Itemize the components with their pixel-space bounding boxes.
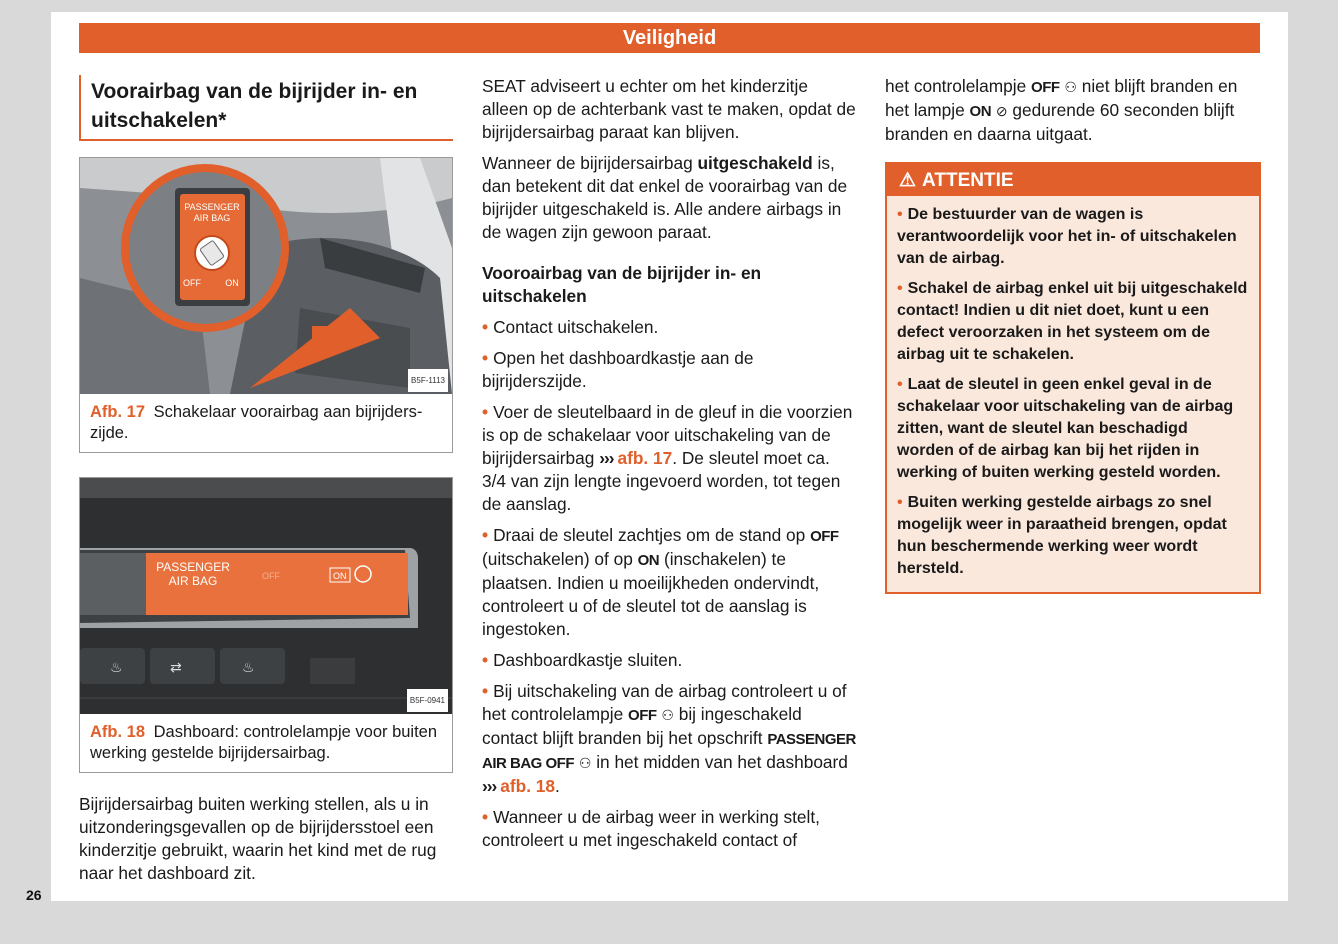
switch-off-label: OFF xyxy=(183,278,201,288)
step-4-text-b: (uitschakelen) of op xyxy=(482,549,633,569)
warning-triangle-icon: ⚠ xyxy=(899,170,917,191)
figure-18-label: Afb. 18 xyxy=(90,723,146,741)
step-5-text: Dashboardkastje sluiten. xyxy=(493,650,683,670)
disabled-paragraph-bold: uitgeschakeld xyxy=(697,153,813,173)
step-3 xyxy=(482,401,857,516)
warning-header xyxy=(887,164,1259,196)
panel-on-label: ON xyxy=(333,571,347,581)
off-symbol: OFF xyxy=(810,528,839,545)
bullet-icon: • xyxy=(482,681,489,701)
figure-17-label: Afb. 17 xyxy=(90,403,146,421)
step-2-text: Open het dashboardkastje aan de bijrijderszijde. xyxy=(482,348,754,391)
step-1-text: Contact uitschakelen. xyxy=(493,317,659,337)
advice-paragraph: SEAT adviseert u echter om het kinderzitje alleen op de achterbank vast te maken, opdat de bijrijdersairbag paraat kan blijven. xyxy=(482,76,856,142)
column-3 xyxy=(885,75,1261,594)
bullet-icon: • xyxy=(897,376,903,393)
bullet-icon: • xyxy=(897,280,903,297)
continuation-a: het controlelampje xyxy=(885,76,1027,96)
figure-17-code: B5F-1113 xyxy=(408,369,448,392)
warning-box xyxy=(885,162,1261,594)
continuation-c: gedurende 60 seconden blijft branden en daarna uitgaat. xyxy=(885,100,1235,144)
figure-17-link[interactable]: afb. 17 xyxy=(617,448,673,468)
switch-label-line2: AIR BAG xyxy=(193,213,231,223)
ref-arrows-icon: ››› xyxy=(482,776,497,796)
figure-18-link[interactable]: afb. 18 xyxy=(500,776,556,796)
warning-item-text: De bestuurder van de wagen is verantwoordelijk voor het in- of uitschakelen van de airbag. xyxy=(897,206,1237,267)
step-4-text-c: (inschakelen) te plaatsen. Indien u moeilijkheden ondervindt, controleert u of de sleutel tot de aanslag is ingestoken. xyxy=(482,549,820,639)
on-symbol: ON xyxy=(637,552,660,569)
step-4 xyxy=(482,524,857,641)
ref-arrows-icon: ››› xyxy=(599,448,614,468)
step-6-text: Bij uitschakeling van de airbag controleert u of het controlelampje xyxy=(482,681,847,724)
chapter-header: Veiligheid xyxy=(79,23,1260,53)
step-6 xyxy=(482,680,857,798)
figure-17-caption xyxy=(80,394,452,452)
step-3-text: Voer de sleutelbaard in de gleuf in die voorzien is op de schakelaar voor uitschakeling van de bijrijdersairbag xyxy=(482,402,853,468)
warning-item-text: Laat de sleutel in geen enkel geval in de schakelaar voor uitschakeling van de airbag zitten, want de sleutel kan beschadigd worden of de airbag kan bij het rijden in werking of buiten werking gesteld worden. xyxy=(897,376,1234,481)
off-symbol: OFF xyxy=(1031,79,1060,96)
figure-17 xyxy=(79,157,453,453)
figure-18 xyxy=(79,477,453,773)
warning-item xyxy=(897,374,1249,484)
step-7 xyxy=(482,806,857,852)
step-2 xyxy=(482,347,857,393)
panel-label-line1: PASSENGER xyxy=(156,560,230,574)
seat-heating-icon: ♨ xyxy=(242,660,255,676)
warning-item-text: Schakel de airbag enkel uit bij uitgeschakeld contact! Indien u dit niet doet, kunt u een defect veroorzaken in het systeem om de airbag uit te schakelen. xyxy=(897,280,1248,363)
figure-17-image xyxy=(80,158,452,394)
airbag-off-icon: ⚇ xyxy=(578,755,592,771)
bullet-icon: • xyxy=(897,494,903,511)
warning-body xyxy=(887,196,1259,592)
column-2 xyxy=(482,75,857,860)
column-1 xyxy=(79,75,453,893)
panel-off-label: OFF xyxy=(262,571,280,581)
page-number: 26 xyxy=(26,887,42,903)
bullet-icon: • xyxy=(482,807,489,827)
warning-title: ATTENTIE xyxy=(922,170,1014,191)
step-6-text-c: in het midden van het dashboard xyxy=(596,752,848,772)
bullet-icon: • xyxy=(482,650,489,670)
step-6-text-b: bij ingeschakeld contact blijft branden bij het opschrift xyxy=(482,704,802,748)
off-symbol: OFF xyxy=(628,707,657,724)
figure-18-code: B5F-0941 xyxy=(407,689,448,712)
step-1 xyxy=(482,316,857,339)
passenger-airbag-off-label: PASSENGER AIR BAG OFF xyxy=(482,731,856,772)
step-7-text: Wanneer u de airbag weer in werking stelt, controleert u met ingeschakeld contact of xyxy=(482,807,820,850)
on-symbol: ON xyxy=(969,103,992,120)
bullet-icon: • xyxy=(897,206,903,223)
section-title: Voorairbag van de bijrijder in- en uitschakelen* xyxy=(79,75,453,141)
step-4-text: Draai de sleutel zachtjes om de stand op xyxy=(493,525,806,545)
bullet-icon: • xyxy=(482,348,489,368)
figure-18-caption-text: Dashboard: controlelampje voor buiten werking gestelde bijrijdersairbag. xyxy=(90,723,438,762)
disabled-paragraph-c: is, dan betekent dit dat enkel de voorairbag van de bijrijder uitgeschakeld is. Alle andere airbags in de wagen zijn gewoon paraat. xyxy=(482,153,848,242)
continuation-b: niet blijft branden en het lampje xyxy=(885,76,1238,120)
bullet-icon: • xyxy=(482,525,489,545)
seat-vent-icon: ♨ xyxy=(110,660,123,676)
step-6-text-d: . xyxy=(555,776,560,796)
bullet-icon: • xyxy=(482,402,489,422)
warning-item xyxy=(897,278,1249,366)
step-3-text-b: . De sleutel moet ca. 3/4 van zijn lengte ingevoerd worden, tot tegen de aanslag. xyxy=(482,448,841,514)
disabled-paragraph xyxy=(482,152,857,244)
airbag-on-icon: ⊘ xyxy=(995,103,1008,119)
airbag-off-icon: ⚇ xyxy=(1064,79,1077,95)
procedure-heading: Vooroairbag van de bijrijder in- en uitschakelen xyxy=(482,263,762,306)
car-recirculation-icon: ⇄ xyxy=(170,660,182,676)
airbag-off-icon: ⚇ xyxy=(661,707,674,723)
figure-17-caption-text: Schakelaar voorairbag aan bijrijderszijde. xyxy=(90,403,423,442)
step-5 xyxy=(482,649,857,672)
figure-18-image xyxy=(80,478,452,714)
panel-label-line2: AIR BAG xyxy=(168,574,218,588)
warning-item xyxy=(897,204,1249,270)
continuation-paragraph xyxy=(885,75,1261,146)
switch-label-line1: PASSENGER xyxy=(184,202,240,212)
intro-paragraph: Bijrijdersairbag buiten werking stellen, als u in uitzonderingsgevallen op de bijrijdersstoel een kinderzitje gebruikt, waarin het kind met de rug naar het dashboard zit. xyxy=(79,794,437,883)
figure-18-caption xyxy=(80,714,452,772)
warning-item-text: Buiten werking gestelde airbags zo snel mogelijk weer in paraatheid brengen, opdat hun beschermende werking weer wordt hersteld. xyxy=(897,494,1227,577)
switch-on-label: ON xyxy=(225,278,239,288)
bullet-icon: • xyxy=(482,317,489,337)
disabled-paragraph-a: Wanneer de bijrijdersairbag xyxy=(482,153,698,173)
warning-item xyxy=(897,492,1249,580)
